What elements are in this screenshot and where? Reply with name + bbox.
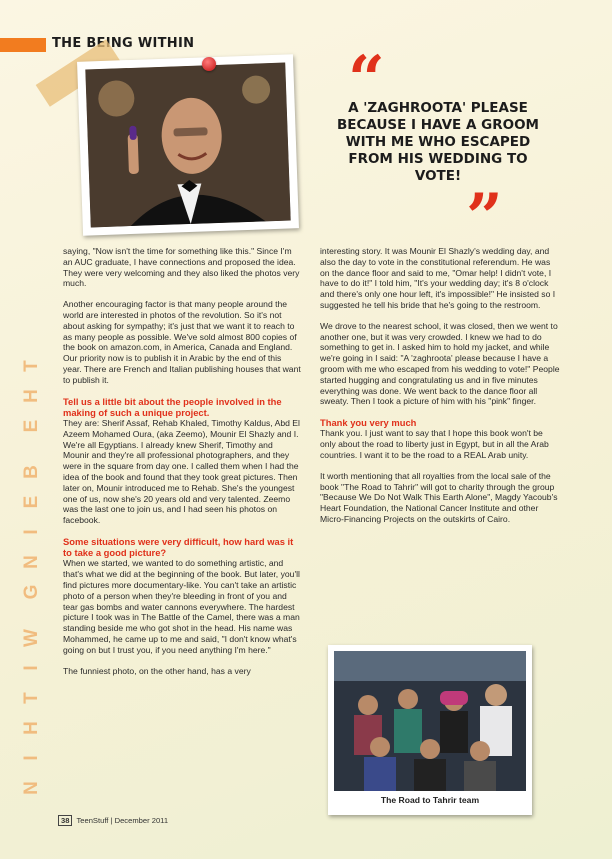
body-paragraph: saying, "Now isn't the time for something like this." Since I'm an AUC graduate, I have connections and proposed the idea. They were very welcoming and they also liked the photos very much. xyxy=(63,246,300,289)
close-quote-mark: ” xyxy=(466,180,503,255)
interview-question: Some situations were very difficult, how hard was it to take a good picture? xyxy=(63,535,294,559)
body-paragraph: The funniest photo, on the other hand, has a very xyxy=(63,665,251,676)
vertical-letter: E xyxy=(21,495,42,509)
portrait-image xyxy=(85,63,290,228)
vertical-letter: I xyxy=(21,755,42,761)
team-image xyxy=(334,651,526,791)
vertical-letter: T xyxy=(21,360,42,372)
accent-bar xyxy=(0,38,46,52)
article-column-right xyxy=(320,246,560,535)
body-paragraph: It worth mentioning that all royalties from the local sale of the book "The Road to Tahrir" will got to charity through the group "Because We Do Not Walk This Earth Alone", Magdy Yacoub's Heart Foundation, the National Cancer Institute and other Micro-Financing Projects on the outskirts of Cairo. xyxy=(320,470,558,524)
push-pin-icon xyxy=(202,57,216,71)
interview-question: Thank you very much xyxy=(320,417,417,429)
open-quote-mark: “ xyxy=(348,42,385,117)
body-paragraph: When we started, we wanted to do something artistic, and that's what we did at the beginning of the book. But later, you'll find pictures more documentary-like. You can't take an artistic photo of a person when they're bleeding in front of you and tear gas bombs and water cannons everywhere. The hardest picture I took was in The Battle of the Camel, there was a man standing beside me who got shot in the head. His name was Mohammed, he came up to me and said, "I don't know what's going on but I trust you, if you need anything I'm here." xyxy=(63,558,300,655)
vertical-letter: N xyxy=(21,555,42,569)
vertical-letter: H xyxy=(21,721,42,735)
body-paragraph: interesting story. It was Mounir El Shazly's wedding day, and also the day to vote in the constitutional referendum. He was on the dance floor and said to me, "Omar help! I didn't vote, I have to do it!" I told him, "It's your wedding day; it's 8 o'clock and there's only one hour left, it's impossible!" He insisted so I suggested he tell his bride that he's going to the restroom. xyxy=(320,246,556,310)
vertical-letter: G xyxy=(21,584,42,600)
photo-caption: The Road to Tahrir team xyxy=(380,795,480,805)
pull-quote: A 'ZAGHROOTA' PLEASE BECAUSE I HAVE A GROOM WITH ME WHO ESCAPED FROM HIS WEDDING TO VOTE! xyxy=(337,100,539,184)
vertical-letter: B xyxy=(21,465,42,479)
interview-question: Tell us a little bit about the people involved in the making of such a unique project. xyxy=(63,395,282,418)
article-column-left xyxy=(63,246,301,686)
vertical-section-label xyxy=(20,355,44,835)
body-paragraph: Another encouraging factor is that many people around the world are interested in photos of the revolution. So it's not about asking for sympathy; it's just that we want it to reach to as many people as possible. We've sold almost 800 copies of the book on amazon.com, in America, Canada and England. Our priority now is to publish it in Arabic by the end of this year. There are French and Italian publishing houses that want to publish it. xyxy=(63,299,301,385)
vertical-letter: T xyxy=(21,692,42,704)
page-footer xyxy=(58,815,168,826)
portrait-photo xyxy=(77,54,299,235)
vertical-letter: N xyxy=(21,781,42,795)
body-paragraph: Thank you. I just want to say that I hope this book won't be only about the road to liberty just in Egypt, but in all the Arab countries. I want it to be the road to a REAL Arab unity. xyxy=(320,428,549,460)
body-paragraph: We drove to the nearest school, it was closed, then we went to another one, but it was very crowded. I knew we had to do something to get in. I asked him to hold my jacket, and while we're going in I said: "A 'zaghroota' please because I have a groom with me who escaped from his wedding to vote!" People started hugging and congratulating us and in five minutes everything was done. We went back to the dance floor all sweaty. Then I took a picture of him with his "pink" finger. xyxy=(320,320,560,407)
vertical-letter: H xyxy=(21,389,42,403)
page-number: 38 xyxy=(58,815,72,826)
vertical-letter: I xyxy=(21,665,42,671)
vertical-letter: I xyxy=(21,529,42,535)
vertical-letter: W xyxy=(21,629,42,647)
section-title: THE BEING WITHIN xyxy=(52,36,195,51)
team-photo xyxy=(328,645,532,815)
body-paragraph: They are: Sherif Assaf, Rehab Khaled, Timothy Kaldus, Abd El Azeem Mohamed Oura, (aka Zeemo), Mounir El Shazly and I. We're all Egyptians. I already knew Sherif, Timothy and Mounir and they're all professional photographers, and they were in the square from day one. I called them when I had the idea of the book and found that they took great pictures. Then later on, Mounir introduced me to Rehab. She's the youngest one of us, now she's 20 years old and very talented. Zeemo was the last one to join us, and I had seen his photos on facebook. xyxy=(63,417,300,526)
publication-line: TeenStuff | December 2011 xyxy=(76,816,169,825)
vertical-letter: E xyxy=(21,419,42,433)
